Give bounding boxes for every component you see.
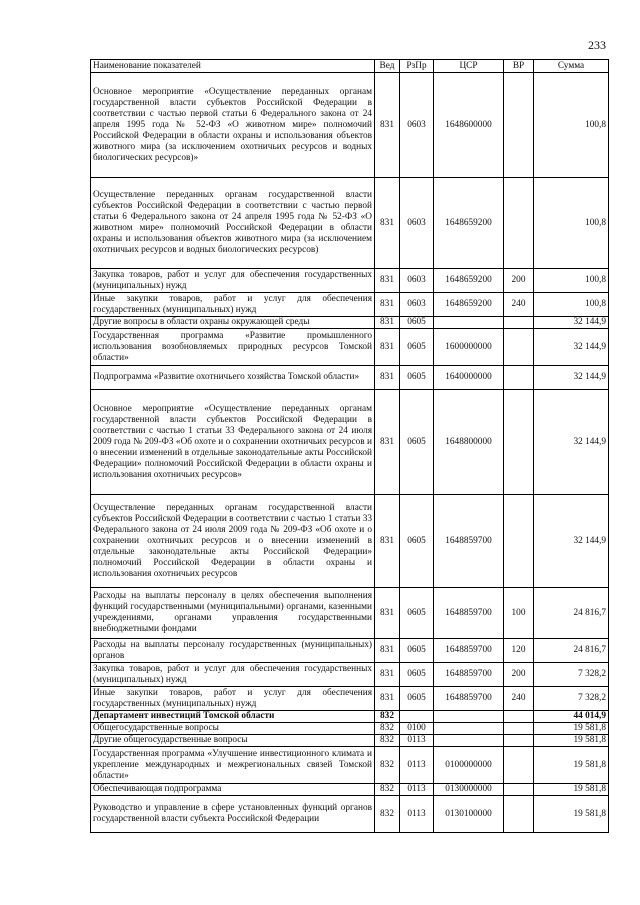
table-row xyxy=(91,639,609,663)
row-vr: 240 xyxy=(504,293,534,317)
row-vr xyxy=(504,796,534,833)
row-vr xyxy=(504,735,534,747)
row-name: Департамент инвестиций Томской области xyxy=(91,711,375,723)
row-name: Осуществление переданных органам государственной власти субъектов Российской Федерации в соответствии с частью первой статьи 6 Федерального закона от 24 апреля 1995 года № 52-ФЗ «О животном мире» полномочий Российской Федерации в области охраны и использования объектов животного мира (за исключением охотничьих ресурсов и водных биологических ресурсов) xyxy=(91,178,375,269)
row-rzpr: 0605 xyxy=(400,495,434,588)
row-sum: 100,8 xyxy=(534,269,609,293)
row-vr xyxy=(504,495,534,588)
row-vr xyxy=(504,711,534,723)
row-sum: 44 014,9 xyxy=(534,711,609,723)
row-ved: 831 xyxy=(375,73,400,178)
row-rzpr: 0605 xyxy=(400,366,434,390)
row-rzpr: 0113 xyxy=(400,784,434,796)
row-name: Осуществление переданных органам государственной власти субъектов Российской Федерации в соответствии с частью 1 статьи 33 Федерального закона от 24 июля 2009 года № 209-ФЗ «Об охоте и о сохранении охотничьих ресурсов и о внесении изменений в отдельные законодательные акты Российской Федерации» полномочий Российской Федерации в области охраны и использования охотничьих ресурсов xyxy=(91,495,375,588)
row-vr xyxy=(504,390,534,495)
row-vr xyxy=(504,723,534,735)
row-rzpr: 0603 xyxy=(400,73,434,178)
row-rzpr: 0605 xyxy=(400,317,434,329)
row-sum: 19 581,8 xyxy=(534,723,609,735)
row-csr: 1648859700 xyxy=(434,495,504,588)
row-csr: 1600000000 xyxy=(434,329,504,366)
row-vr xyxy=(504,329,534,366)
row-name: Подпрограмма «Развитие охотничьего хозяйства Томской области» xyxy=(91,366,375,390)
row-rzpr: 0605 xyxy=(400,588,434,639)
row-csr xyxy=(434,735,504,747)
row-sum: 19 581,8 xyxy=(534,796,609,833)
row-name: Иные закупки товаров, работ и услуг для обеспечения государственных (муниципальных) нужд xyxy=(91,687,375,711)
row-ved: 831 xyxy=(375,639,400,663)
row-sum: 32 144,9 xyxy=(534,366,609,390)
row-vr xyxy=(504,747,534,784)
row-vr: 120 xyxy=(504,639,534,663)
header-name: Наименование показателей xyxy=(91,60,375,73)
row-ved: 832 xyxy=(375,723,400,735)
row-name: Общегосударственные вопросы xyxy=(91,723,375,735)
row-rzpr: 0603 xyxy=(400,178,434,269)
header-vr: ВР xyxy=(504,60,534,73)
row-sum: 19 581,8 xyxy=(534,735,609,747)
row-csr: 1640000000 xyxy=(434,366,504,390)
table-row xyxy=(91,178,609,269)
row-sum: 100,8 xyxy=(534,73,609,178)
row-sum: 24 816,7 xyxy=(534,588,609,639)
table-row xyxy=(91,495,609,588)
row-vr xyxy=(504,317,534,329)
row-rzpr: 0113 xyxy=(400,735,434,747)
header-rzpr: РзПр xyxy=(400,60,434,73)
row-name: Обеспечивающая подпрограмма xyxy=(91,784,375,796)
table-body xyxy=(91,73,609,833)
row-rzpr: 0605 xyxy=(400,639,434,663)
row-rzpr: 0113 xyxy=(400,747,434,784)
row-ved: 831 xyxy=(375,269,400,293)
table-row xyxy=(91,329,609,366)
table-row xyxy=(91,711,609,723)
row-csr xyxy=(434,711,504,723)
row-csr: 0130000000 xyxy=(434,784,504,796)
row-csr: 0130100000 xyxy=(434,796,504,833)
table-row xyxy=(91,269,609,293)
row-ved: 831 xyxy=(375,366,400,390)
row-csr: 0100000000 xyxy=(434,747,504,784)
row-csr: 1648859700 xyxy=(434,639,504,663)
row-csr: 1648659200 xyxy=(434,269,504,293)
row-ved: 831 xyxy=(375,663,400,687)
row-name: Расходы на выплаты персоналу в целях обеспечения выполнения функций государственными (муниципальными) органами, казенными учреждениями, органами управления государственными внебюджетными фондами xyxy=(91,588,375,639)
row-rzpr: 0605 xyxy=(400,687,434,711)
row-name: Другие вопросы в области охраны окружающей среды xyxy=(91,317,375,329)
row-vr: 240 xyxy=(504,687,534,711)
row-rzpr: 0605 xyxy=(400,663,434,687)
row-vr xyxy=(504,73,534,178)
row-name: Основное мероприятие «Осуществление переданных органам государственной власти субъектов Российской Федерации в соответствии с частью 1 статьи 33 Федерального закона от 24 июля 2009 года № 209-ФЗ «Об охоте и о сохранении охотничьих ресурсов и о внесении изменений в отдельные законодательные акты Российской Федерации» полномочий Российской Федерации в области охраны и использования охотничьих ресурсов» xyxy=(91,390,375,495)
row-vr xyxy=(504,178,534,269)
table-row xyxy=(91,747,609,784)
header-sum: Сумма xyxy=(534,60,609,73)
table-row xyxy=(91,663,609,687)
row-ved: 832 xyxy=(375,735,400,747)
row-ved: 831 xyxy=(375,687,400,711)
row-name: Иные закупки товаров, работ и услуг для обеспечения государственных (муниципальных) нужд xyxy=(91,293,375,317)
row-ved: 831 xyxy=(375,317,400,329)
row-sum: 100,8 xyxy=(534,293,609,317)
row-ved: 832 xyxy=(375,784,400,796)
row-ved: 831 xyxy=(375,390,400,495)
table-header-row xyxy=(91,60,609,73)
table-row xyxy=(91,366,609,390)
table-row xyxy=(91,293,609,317)
table-row xyxy=(91,723,609,735)
row-ved: 832 xyxy=(375,747,400,784)
row-name: Закупка товаров, работ и услуг для обеспечения государственных (муниципальных) нужд xyxy=(91,663,375,687)
row-rzpr: 0603 xyxy=(400,293,434,317)
row-ved: 832 xyxy=(375,711,400,723)
row-sum: 24 816,7 xyxy=(534,639,609,663)
row-ved: 831 xyxy=(375,329,400,366)
table-row xyxy=(91,796,609,833)
row-csr xyxy=(434,723,504,735)
table-row xyxy=(91,73,609,178)
table-row xyxy=(91,687,609,711)
row-sum: 19 581,8 xyxy=(534,747,609,784)
row-rzpr: 0113 xyxy=(400,796,434,833)
table-row xyxy=(91,784,609,796)
row-sum: 7 328,2 xyxy=(534,663,609,687)
row-ved: 831 xyxy=(375,178,400,269)
row-name: Руководство и управление в сфере установленных функций органов государственной власти субъекта Российской Федерации xyxy=(91,796,375,833)
header-ved: Вед xyxy=(375,60,400,73)
row-sum: 32 144,9 xyxy=(534,495,609,588)
row-name: Основное мероприятие «Осуществление переданных органам государственной власти субъектов Российской Федерации в соответствии с частью первой статьи 6 Федерального закона от 24 апреля 1995 года № 52-ФЗ «О животном мире» полномочий Российской Федерации в области охраны и использования объектов животного мира (за исключением охотничьих ресурсов и водных биологических ресурсов)» xyxy=(91,73,375,178)
row-sum: 32 144,9 xyxy=(534,390,609,495)
row-vr xyxy=(504,784,534,796)
header-csr: ЦСР xyxy=(434,60,504,73)
row-sum: 19 581,8 xyxy=(534,784,609,796)
row-csr xyxy=(434,317,504,329)
row-ved: 831 xyxy=(375,293,400,317)
row-name: Государственная программа «Улучшение инвестиционного климата и укрепление международных и межрегиональных связей Томской области» xyxy=(91,747,375,784)
budget-table xyxy=(90,59,609,833)
row-csr: 1648600000 xyxy=(434,73,504,178)
row-vr: 200 xyxy=(504,269,534,293)
row-rzpr xyxy=(400,711,434,723)
table-row xyxy=(91,735,609,747)
row-vr: 100 xyxy=(504,588,534,639)
row-rzpr: 0605 xyxy=(400,390,434,495)
row-rzpr: 0100 xyxy=(400,723,434,735)
row-csr: 1648800000 xyxy=(434,390,504,495)
row-vr: 200 xyxy=(504,663,534,687)
row-ved: 831 xyxy=(375,495,400,588)
row-csr: 1648859700 xyxy=(434,588,504,639)
table-row xyxy=(91,390,609,495)
table-row xyxy=(91,588,609,639)
row-sum: 100,8 xyxy=(534,178,609,269)
row-csr: 1648659200 xyxy=(434,178,504,269)
page-number: 233 xyxy=(588,38,606,52)
row-csr: 1648659200 xyxy=(434,293,504,317)
table-row xyxy=(91,317,609,329)
row-vr xyxy=(504,366,534,390)
row-rzpr: 0605 xyxy=(400,329,434,366)
row-name: Другие общегосударственные вопросы xyxy=(91,735,375,747)
row-name: Расходы на выплаты персоналу государственных (муниципальных) органов xyxy=(91,639,375,663)
row-sum: 7 328,2 xyxy=(534,687,609,711)
row-ved: 832 xyxy=(375,796,400,833)
row-csr: 1648859700 xyxy=(434,687,504,711)
row-rzpr: 0603 xyxy=(400,269,434,293)
row-sum: 32 144,9 xyxy=(534,329,609,366)
row-name: Закупка товаров, работ и услуг для обеспечения государственных (муниципальных) нужд xyxy=(91,269,375,293)
row-csr: 1648859700 xyxy=(434,663,504,687)
row-ved: 831 xyxy=(375,588,400,639)
row-name: Государственная программа «Развитие промышленного использования возобновляемых природных ресурсов Томской области» xyxy=(91,329,375,366)
row-sum: 32 144,9 xyxy=(534,317,609,329)
